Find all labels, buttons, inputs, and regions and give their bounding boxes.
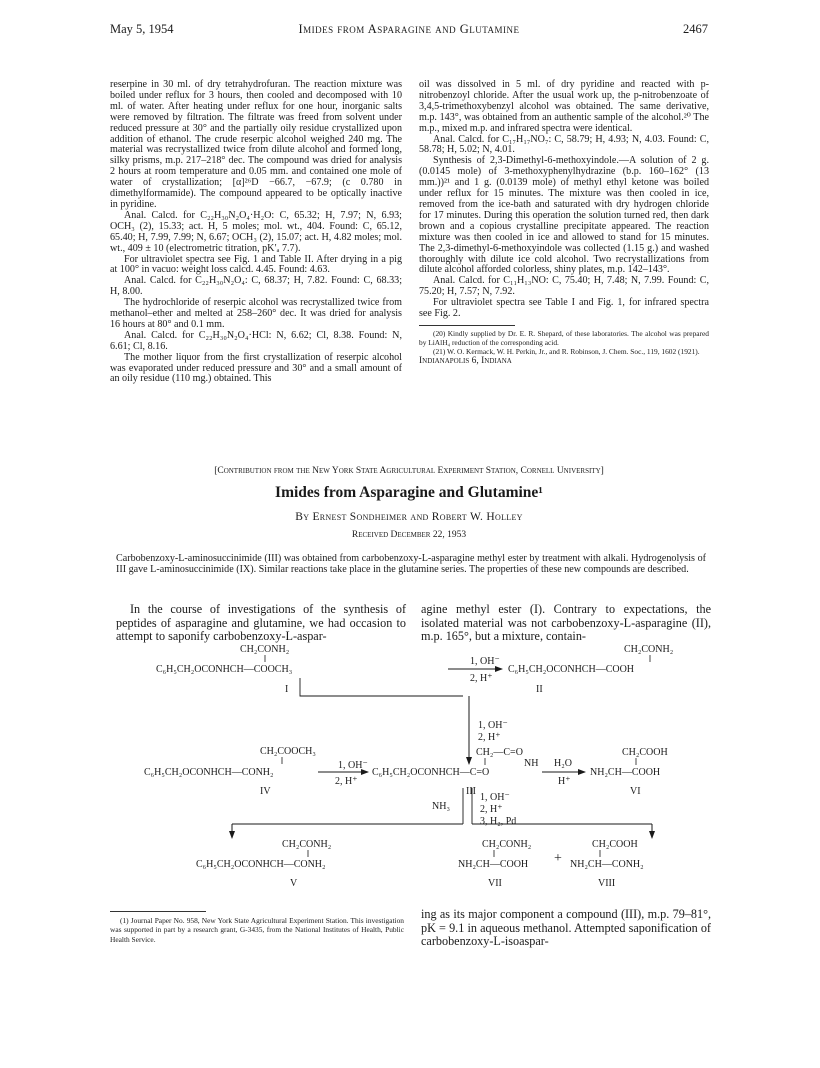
paragraph: For ultraviolet spectra see Table I and Fig. 1, for infrared spectra see Fig. 2. bbox=[419, 297, 709, 320]
down2-reagent-c: 3, H₂, Pd bbox=[480, 816, 517, 827]
plus-sign: + bbox=[554, 851, 562, 866]
compound-III-ring-top: CH₂—C=O bbox=[476, 747, 523, 758]
analysis-paragraph: Anal. Calcd. for C₁₁H₁₃NO: C, 75.40; H, 7.48; N, 7.99. Found: C, 75.20; H, 7.57; N, 7.92. bbox=[419, 275, 709, 298]
analysis-paragraph: Anal. Calcd. for C₁₇H₁₇NO₇: C, 58.79; H, 4.93; N, 4.03. Found: C, 58.78; H, 5.02; N, 4.01. bbox=[419, 133, 709, 156]
paragraph: The mother liquor from the first crystallization of reserpic alcohol was evaporated under reduced pressure and 30° and a small amount of an oily residue (110 mg.) obtained. This bbox=[110, 351, 402, 385]
place-line: Indianapolis 6, Indiana bbox=[419, 355, 512, 366]
compound-IV-formula: C₆H₅CH₂OCONHCH—CONH₂ bbox=[144, 767, 274, 778]
paragraph: oil was dissolved in 5 ml. of dry pyridine and reacted with p-nitrobenzoyl chloride. After the usual work up, the p-nitrobenzoate of 3,4,5-trimethoxybenzyl alcohol was obtained. The same derivative, m.p. 143°, was obtained from an authentic sample of the alcohol.²⁰ The m.p., mixed m.p. and infrared spectra were identical. bbox=[419, 79, 709, 134]
author-line: By Ernest Sondheimer and Robert W. Holley bbox=[295, 511, 523, 523]
paragraph: For ultraviolet spectra see Fig. 1 and Table II. After drying in a pig at 100° in vacuo: weight loss calcd. 4.45. Found: 4.63. bbox=[110, 253, 402, 276]
compound-II-formula: C₆H₅CH₂OCONHCH—COOH bbox=[508, 664, 635, 675]
intro-text: In the course of investigations of the synthesis of peptides of asparagine and glutamine, we had occasion to attempt to saponify carbobenzoxy-L-aspar- bbox=[116, 602, 406, 643]
compound-VI-formula: NH₂CH—COOH bbox=[590, 767, 661, 778]
page-number: 2467 bbox=[683, 22, 708, 36]
compound-VI-label: VI bbox=[630, 786, 641, 797]
header-date: May 5, 1954 bbox=[110, 22, 174, 36]
arrow2-reagent-bottom: 2, H⁺ bbox=[335, 776, 358, 787]
footnote-block bbox=[110, 911, 404, 944]
arrow1-reagent-top: 1, OH⁻ bbox=[470, 656, 500, 667]
compound-I-label: I bbox=[285, 684, 289, 695]
ammonia-reagent: NH₃ bbox=[432, 801, 450, 812]
body-continuation bbox=[421, 908, 711, 949]
compound-III-formula: C₆H₅CH₂OCONHCH—C=O bbox=[372, 767, 490, 778]
compound-II-sidechain: CH₂CONH₂ bbox=[624, 644, 674, 655]
down2-reagent-a: 1, OH⁻ bbox=[480, 792, 510, 803]
header-title: Imides from Asparagine and Glutamine bbox=[298, 22, 520, 36]
footnote-rule bbox=[419, 325, 515, 326]
analysis-paragraph: Anal. Calcd. for C₂₂H₃₀N₂O₄·H₂O: C, 65.32; H, 7.97; N, 6.93; OCH₃ (2), 15.33; act. H, 5 moles; mol. wt., 404. Found: C, 65.12, 65.40; H, 7.99, 7.99; N, 6.67; OCH₃ (2), 15.07; act. H, 4.82 moles; mol. wt., 409 ± 10 (electrometric titration, pK′ₐ 7.7). bbox=[110, 209, 402, 254]
footnote-1: (1) Journal Paper No. 958, New York State Agricultural Experiment Station. This investigation was supported in part by a research grant, G-3435, from the National Institutes of Health, Public Health Service. bbox=[110, 916, 404, 944]
running-header bbox=[110, 22, 708, 40]
compound-V-formula: C₆H₅CH₂OCONHCH—CONH₂ bbox=[196, 859, 326, 870]
footnote-rule bbox=[110, 911, 206, 912]
arrow3-reagent-top: H₂O bbox=[554, 758, 572, 769]
compound-VII-sidechain: CH₂CONH₂ bbox=[482, 839, 532, 850]
left-column-continuation bbox=[110, 80, 402, 385]
compound-IV-sidechain: CH₂COOCH₃ bbox=[260, 746, 316, 757]
intro-left bbox=[116, 603, 406, 644]
compound-II-label: II bbox=[536, 684, 543, 695]
contribution-line: [Contribution from the New York State Agricultural Experiment Station, Cornell University] bbox=[214, 466, 604, 476]
right-column-continuation bbox=[419, 80, 709, 367]
paragraph: reserpine in 30 ml. of dry tetrahydrofuran. The reaction mixture was boiled under reflux for 3 hours, then cooled and decomposed with 10 ml. of water. After heating under reflux for one hour, inorganic salts were removed by filtration. The filtrate was freed from solvent under reduced pressure at 30° and the partially oily residue crystallized upon addition of ethanol. The crude reserpic alcohol weighed 240 mg. The material was recrystallized twice from dilute alcohol and formed long, silky prisms, m.p. 217–218° dec. The compound was dried for analysis 2 hours at room temperature and 0.05 mm. and contained one mole of water of crystallization; [α]²⁶D −66.7, −67.9; (c 0.780 in dimethylformamide). The compound appeared to be optically inactive in pyridine. bbox=[110, 79, 402, 210]
compound-VIII-formula: NH₂CH—CONH₂ bbox=[570, 859, 644, 870]
article-title: Imides from Asparagine and Glutamine¹ bbox=[275, 484, 543, 501]
compound-VIII-sidechain: CH₂COOH bbox=[592, 839, 638, 850]
compound-V-sidechain: CH₂CONH₂ bbox=[282, 839, 332, 850]
compound-VII-formula: NH₂CH—COOH bbox=[458, 859, 529, 870]
compound-VI-sidechain: CH₂COOH bbox=[622, 747, 668, 758]
compound-IV-label: IV bbox=[260, 786, 271, 797]
analysis-paragraph: Anal. Calcd. for C₂₂H₃₀N₂O₄·HCl: N, 6.62; Cl, 8.38. Found: N, 6.61; Cl, 8.16. bbox=[110, 329, 402, 352]
down1-reagent-a: 1, OH⁻ bbox=[478, 720, 508, 731]
down1-reagent-b: 2, H⁺ bbox=[478, 732, 501, 743]
reaction-scheme-svg bbox=[130, 644, 710, 894]
intro-right bbox=[421, 603, 711, 644]
paragraph: The hydrochloride of reserpic alcohol was recrystallized twice from methanol–ether and melted at 258–260° dec. It was dried for analysis 16 hours at 80° and 0.1 mm. bbox=[110, 297, 402, 330]
arrow3-reagent-bottom: H⁺ bbox=[558, 776, 571, 787]
arrow1-reagent-bottom: 2, H⁺ bbox=[470, 673, 493, 684]
footnote: (21) W. O. Kermack, W. H. Perkin, Jr., and R. Robinson, J. Chem. Soc., 119, 1602 (1921). bbox=[433, 346, 700, 356]
compound-I-formula: C₆H₅CH₂OCONHCH—COOCH₃ bbox=[156, 664, 293, 675]
compound-VIII-label: VIII bbox=[598, 878, 616, 889]
body-text: ing as its major component a compound (III), m.p. 79–81°, pK = 9.1 in aqueous methanol. Attempted saponification of carbobenzoxy-L-isoaspar- bbox=[421, 907, 711, 948]
compound-VII-label: VII bbox=[488, 878, 502, 889]
received-date: Received December 22, 1953 bbox=[351, 530, 467, 540]
abstract bbox=[116, 553, 706, 575]
intro-text: agine methyl ester (I). Contrary to expectations, the isolated material was not carbobenzoxy-L-asparagine (II), m.p. 165°, but a mixture, contain- bbox=[421, 602, 711, 643]
compound-III-label: III bbox=[466, 786, 476, 797]
footnote: (20) Kindly supplied by Dr. E. R. Shepard, of these laboratories. The alcohol was prepared by LiAlH₄ reduction of the corresponding acid. bbox=[419, 328, 709, 347]
down2-reagent-b: 2, H⁺ bbox=[480, 804, 503, 815]
compound-III-nh: NH bbox=[524, 758, 539, 769]
compound-V-label: V bbox=[290, 878, 298, 889]
arrow2-reagent-top: 1, OH⁻ bbox=[338, 760, 368, 771]
compound-I-sidechain: CH₂CONH₂ bbox=[240, 644, 290, 655]
reaction-scheme bbox=[130, 644, 710, 894]
abstract-text: Carbobenzoxy-L-aminosuccinimide (III) was obtained from carbobenzoxy-L-asparagine methyl ester by treatment with alkali. Hydrogenolysis of III gave L-aminosuccinimide (IX). Similar reactions take place in the glutamine series. The properties of these new compounds are described. bbox=[116, 553, 706, 575]
synthesis-paragraph: Synthesis of 2,3-Dimethyl-6-methoxyindole.—A solution of 2 g. (0.0145 mole) of 3-methoxyphenylhydrazine (b.p. 160–162° (13 mm.))²¹ and 1 g. (0.0139 mole) of methyl ethyl ketone was boiled under reflux for 15 minutes. The mixture was then cooled in ice, removed from the ice-bath and saturated with dry hydrogen chloride for 17 minutes. During this operation the solution turned red, then dark brown and a copious crystalline precipitate appeared. The reaction mixture was then cooled in ice and allowed to stand for 15 minutes. The 2,3-dimethyl-6-methoxyindole was collected (1.15 g.) and washed thoroughly with dilute ice cold alcohol. Two recrystallizations from dilute alcohol afforded colorless, shiny plates, m.p. 142–143°. bbox=[419, 155, 709, 276]
analysis-paragraph: Anal. Calcd. for C₂₂H₃₀N₂O₄: C, 68.37; H, 7.82. Found: C, 68.33; H, 8.00. bbox=[110, 275, 402, 298]
